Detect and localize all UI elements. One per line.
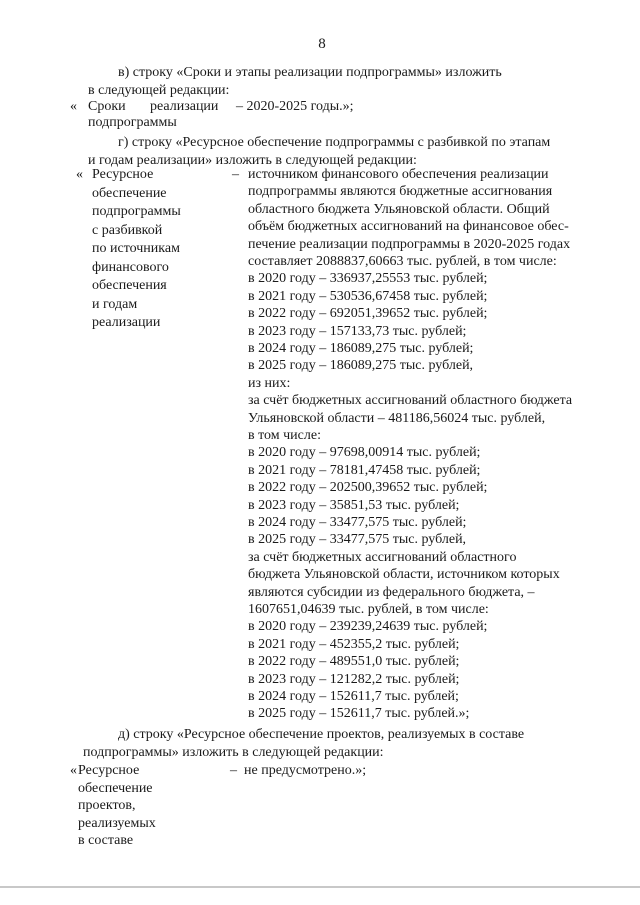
- content-line: в 2020 году – 97698,00914 тыс. рублей;: [248, 445, 481, 461]
- content-line: в 2020 году – 239239,24639 тыс. рублей;: [248, 619, 488, 635]
- content-line: в 2025 году – 152611,7 тыс. рублей.»;: [248, 706, 470, 722]
- item-v-row-label: Сроки: [88, 99, 126, 114]
- content-line: являются субсидии из федерального бюджета, –: [248, 584, 535, 600]
- row-label-line: проектов,: [78, 798, 136, 813]
- content-line: в 2023 году – 121282,2 тыс. рублей;: [248, 671, 460, 687]
- item-v-line-1: в) строку «Сроки и этапы реализации подпрограммы» изложить: [118, 65, 502, 80]
- item-g-line-1: г) строку «Ресурсное обеспечение подпрограммы с разбивкой по этапам: [118, 135, 551, 150]
- scan-edge-line: [0, 886, 640, 888]
- content-line: в 2022 году – 692051,39652 тыс. рублей;: [248, 306, 488, 322]
- item-v-row-value: – 2020-2025 годы.»;: [236, 99, 354, 114]
- row-label-line: обеспечение: [78, 780, 153, 796]
- item-v-line-2: в следующей редакции:: [88, 83, 230, 98]
- content-line: в 2024 году – 33477,575 тыс. рублей;: [248, 515, 467, 530]
- row-label-line: в составе: [78, 833, 134, 848]
- content-line: печение реализации подпрограммы в 2020-2025 годах: [248, 236, 571, 252]
- row-label-line: реализуемых: [78, 815, 156, 831]
- content-line: Ульяновской области – 481186,56024 тыс. рублей,: [248, 410, 546, 426]
- content-line: в 2023 году – 157133,73 тыс. рублей;: [248, 323, 467, 339]
- item-g-line-2: и годам реализации» изложить в следующей редакции:: [88, 153, 417, 168]
- content-line: в 2021 году – 452355,2 тыс. рублей;: [248, 636, 460, 652]
- item-d-value: не предусмотрено.»;: [244, 763, 367, 778]
- content-line: из них:: [248, 375, 291, 391]
- content-line: в 2022 году – 489551,0 тыс. рублей;: [248, 654, 460, 670]
- item-d-dash: –: [230, 763, 237, 778]
- content-line: в 2021 году – 530536,67458 тыс. рублей;: [248, 288, 488, 304]
- content-line: 1607651,04639 тыс. рублей, в том числе:: [248, 602, 489, 617]
- content-line: подпрограммы являются бюджетные ассигнования: [248, 184, 553, 200]
- content-line: в том числе:: [248, 428, 321, 443]
- page-number: 8: [318, 36, 326, 52]
- item-g-dash: –: [232, 167, 239, 182]
- row-label-line: Ресурсное: [78, 763, 140, 778]
- content-line: в 2022 году – 202500,39652 тыс. рублей;: [248, 480, 488, 496]
- row-label-line: подпрограммы: [92, 204, 181, 219]
- content-line: областного бюджета Ульяновской области. Общий: [248, 201, 550, 217]
- content-line: источником финансового обеспечения реализации: [248, 167, 549, 182]
- content-line: за счёт бюджетных ассигнований областного бюджета: [248, 393, 573, 409]
- row-label-line: Ресурсное: [92, 167, 154, 182]
- row-label-line: реализации: [92, 315, 161, 330]
- item-g-open-quote: «: [76, 167, 83, 182]
- item-v-open-quote: «: [70, 99, 77, 114]
- content-line: в 2021 году – 78181,47458 тыс. рублей;: [248, 462, 481, 478]
- row-label-line: с разбивкой: [92, 222, 163, 238]
- content-line: в 2025 году – 33477,575 тыс. рублей,: [248, 532, 467, 548]
- item-v-row-label-2: подпрограммы: [88, 115, 177, 130]
- item-d-open-quote: «: [70, 763, 77, 778]
- content-line: за счёт бюджетных ассигнований областного: [248, 549, 517, 565]
- content-line: в 2020 году – 336937,25553 тыс. рублей;: [248, 271, 488, 287]
- content-line: в 2024 году – 152611,7 тыс. рублей;: [248, 689, 459, 704]
- content-line: в 2025 году – 186089,275 тыс. рублей,: [248, 358, 474, 374]
- item-v-row-label-mid: реализации: [150, 99, 219, 114]
- content-line: объём бюджетных ассигнований на финансовое обес-: [248, 219, 569, 235]
- content-line: в 2024 году – 186089,275 тыс. рублей;: [248, 341, 474, 356]
- row-label-line: обеспечение: [92, 185, 167, 201]
- content-line: составляет 2088837,60663 тыс. рублей, в том числе:: [248, 254, 557, 269]
- content-line: бюджета Ульяновской области, источником которых: [248, 567, 560, 583]
- row-label-line: финансового: [92, 259, 169, 275]
- row-label-line: обеспечения: [92, 278, 167, 293]
- row-label-line: и годам: [92, 296, 138, 312]
- content-line: в 2023 году – 35851,53 тыс. рублей;: [248, 497, 460, 513]
- row-label-line: по источникам: [92, 241, 180, 256]
- item-d-line-2: подпрограммы» изложить в следующей редакции:: [83, 745, 384, 760]
- item-d-line-1: д) строку «Ресурсное обеспечение проектов, реализуемых в составе: [118, 727, 525, 742]
